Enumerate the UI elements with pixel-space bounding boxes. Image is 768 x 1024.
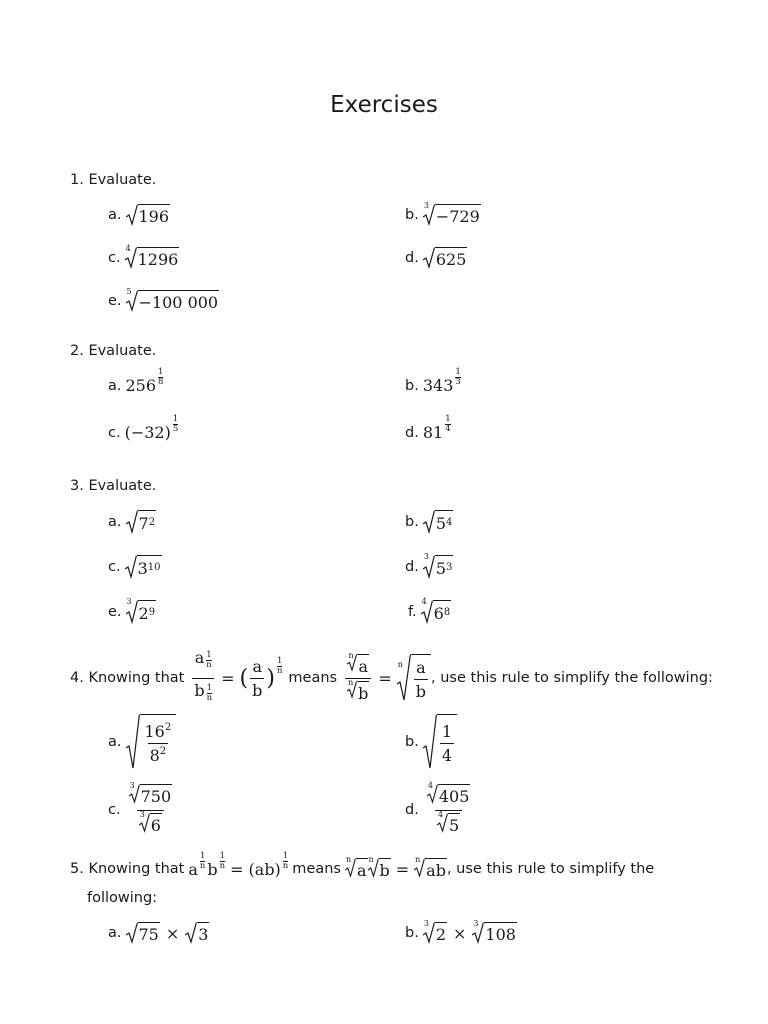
root-index: 3 bbox=[423, 201, 429, 210]
q1-item-e bbox=[108, 287, 219, 312]
q4-item-d bbox=[405, 780, 474, 835]
cube-root bbox=[423, 201, 481, 226]
page-title: Exercises bbox=[330, 92, 438, 118]
question-2-prompt: 2. Evaluate. bbox=[70, 343, 157, 359]
q1-item-a bbox=[108, 204, 170, 226]
power-fraction: a $\frac{1}{n}$ b $\frac{1}{n}$ bbox=[192, 648, 214, 709]
question-4-prompt bbox=[70, 647, 713, 704]
base: 6 bbox=[433, 604, 444, 623]
item-label: f. bbox=[408, 604, 417, 620]
base: 7 bbox=[138, 514, 149, 533]
q2-item-a bbox=[108, 367, 164, 395]
prompt-text: 5. Knowing that bbox=[70, 861, 185, 877]
item-label: b. bbox=[405, 925, 419, 941]
root-index: 5 bbox=[126, 287, 132, 296]
times-sign: × bbox=[453, 923, 467, 943]
prompt-text: 4. Knowing that bbox=[70, 670, 185, 686]
q1-item-b bbox=[405, 201, 481, 226]
item-label: a. bbox=[108, 514, 122, 530]
square-root bbox=[126, 510, 157, 534]
base: 343 bbox=[422, 376, 454, 395]
square-root bbox=[423, 510, 454, 534]
base: 81 bbox=[422, 423, 444, 442]
means-text: means bbox=[288, 670, 338, 686]
q5-item-b bbox=[405, 919, 517, 944]
item-label: b. bbox=[405, 377, 419, 394]
square-root bbox=[126, 204, 171, 226]
q3-item-c bbox=[108, 555, 162, 579]
exponent: 8 bbox=[443, 607, 451, 618]
times-sign: × bbox=[165, 923, 180, 943]
item-label: c. bbox=[108, 250, 121, 266]
power-expression bbox=[125, 367, 164, 395]
q3-item-f bbox=[408, 597, 451, 624]
exponent: 2 bbox=[148, 517, 156, 528]
base: 5 bbox=[435, 559, 447, 578]
power-expression bbox=[422, 414, 451, 442]
question-5-prompt-continued: following: bbox=[87, 890, 158, 906]
square-root bbox=[423, 247, 468, 269]
rule-rhs: n a n b = n $\frac{a}{b}$ bbox=[343, 654, 431, 703]
item-label: b. bbox=[405, 207, 419, 223]
base: 256 bbox=[125, 376, 157, 395]
exponent: 9 bbox=[148, 607, 156, 618]
q4-item-b bbox=[405, 712, 457, 772]
question-3-prompt: 3. Evaluate. bbox=[70, 478, 157, 494]
question-1-prompt: 1. Evaluate. bbox=[70, 172, 157, 188]
q2-item-d bbox=[405, 414, 451, 442]
radicand: −100 000 bbox=[138, 290, 220, 312]
fractional-exponent: 1 4 bbox=[445, 414, 451, 434]
item-label: a. bbox=[108, 377, 122, 394]
prompt-text: , use this rule to simplify the following: bbox=[431, 670, 713, 686]
item-label: b. bbox=[405, 514, 419, 530]
fractional-exponent: 1 8 bbox=[158, 367, 164, 387]
rule-lhs: a $\frac{1}{n}$ b $\frac{1}{n}$ = ( $\frac{a}{b}$ ) 1 n bbox=[190, 648, 282, 709]
q4-item-c bbox=[108, 780, 176, 835]
fourth-root bbox=[421, 597, 452, 624]
base: 5 bbox=[435, 514, 447, 533]
fourth-root bbox=[125, 244, 180, 269]
exponent: 10 bbox=[147, 562, 161, 573]
q1-item-c bbox=[108, 244, 179, 269]
item-label: a. bbox=[108, 925, 122, 941]
base: 2 bbox=[138, 604, 149, 623]
square-root bbox=[125, 555, 162, 579]
item-label: c. bbox=[108, 424, 121, 441]
q5-item-a bbox=[108, 922, 209, 944]
root-product: 75 × 3 bbox=[126, 922, 210, 944]
root-index: 3 bbox=[423, 552, 429, 561]
root-index: 3 bbox=[126, 597, 132, 606]
question-5-prompt bbox=[70, 850, 655, 883]
root-index: 4 bbox=[421, 597, 427, 606]
root-fraction: 3 750 3 6 bbox=[129, 780, 172, 835]
radicand: 196 bbox=[138, 204, 171, 226]
power-expression bbox=[124, 414, 179, 442]
q3-item-b bbox=[405, 510, 453, 534]
cube-root bbox=[423, 552, 454, 579]
q3-item-e bbox=[108, 597, 156, 624]
q3-item-a bbox=[108, 510, 156, 534]
root-fraction: 4 405 4 5 bbox=[427, 780, 470, 835]
item-label: d. bbox=[405, 802, 419, 818]
item-label: b. bbox=[405, 734, 419, 750]
root-product: 3 2 × 3 108 bbox=[423, 919, 516, 944]
root-fraction: n a n b bbox=[345, 654, 371, 703]
prompt-text: , use this rule to simplify the bbox=[446, 861, 655, 877]
base: (−32) bbox=[124, 423, 171, 442]
means-text: means bbox=[292, 861, 341, 877]
item-label: c. bbox=[108, 802, 121, 818]
radicand: 1296 bbox=[137, 247, 180, 269]
item-label: c. bbox=[108, 559, 121, 575]
item-label: a. bbox=[108, 207, 122, 223]
item-label: e. bbox=[108, 604, 122, 620]
item-label: e. bbox=[108, 293, 122, 309]
cube-root bbox=[126, 597, 157, 624]
radicand: 625 bbox=[435, 247, 468, 269]
nth-root-of-fraction: n $\frac{a}{b}$ bbox=[397, 654, 431, 702]
rule-rhs: n a n b = n ab bbox=[345, 855, 446, 880]
q3-item-d bbox=[405, 552, 453, 579]
item-label: d. bbox=[405, 250, 419, 266]
q2-item-b bbox=[405, 367, 461, 395]
fraction: $\frac{a}{b}$ bbox=[252, 656, 263, 700]
fractional-exponent: 1 5 bbox=[172, 414, 179, 434]
base: 3 bbox=[137, 559, 148, 578]
exponent: 4 bbox=[446, 517, 453, 528]
equals-sign: = bbox=[221, 668, 235, 688]
q1-item-d bbox=[405, 247, 467, 269]
square-root-of-fraction: $\frac{16^2}{8^2}$ bbox=[126, 714, 177, 770]
fractional-exponent: 1 3 bbox=[455, 367, 461, 387]
square-root-of-fraction: $\frac{1}{4}$ bbox=[423, 714, 457, 770]
radicand: −729 bbox=[435, 204, 481, 226]
item-label: d. bbox=[405, 559, 419, 575]
root-index: 4 bbox=[125, 244, 131, 253]
power-expression bbox=[422, 367, 461, 395]
item-label: a. bbox=[108, 734, 122, 750]
q2-item-c bbox=[108, 414, 179, 442]
item-label: d. bbox=[405, 424, 419, 441]
q4-item-a bbox=[108, 712, 176, 772]
fifth-root bbox=[126, 287, 220, 312]
rule-lhs: a 1 n b $\frac{1}{n}$ = (ab) 1 n bbox=[188, 850, 289, 879]
exponent: 3 bbox=[446, 562, 453, 573]
